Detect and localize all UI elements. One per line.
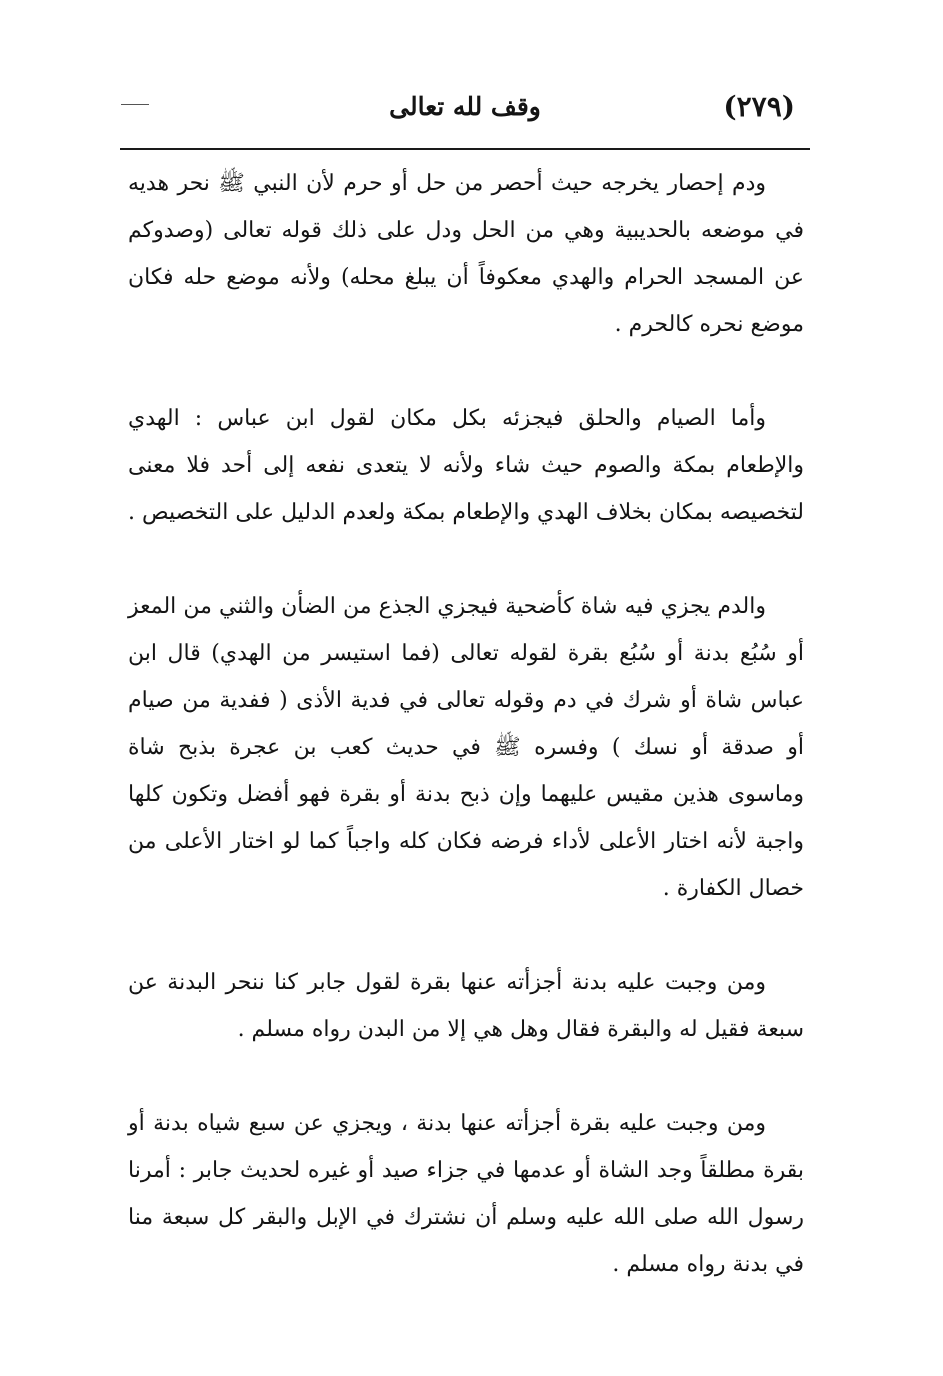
paragraph: ومن وجبت عليه بقرة أجزأته عنها بدنة ، ويجزي عن سبع شياه بدنة أو بقرة مطلقاً وجد الشاة أو عدمها في جزاء صيد أو غيره لحديث جابر : أمرنا رسول الله صلى الله عليه وسلم أن نشترك في الإبل والبقر كل سبعة منا في بدنة رواه مسلم .	[128, 1111, 804, 1277]
running-title: وقف لله تعالى	[389, 92, 541, 121]
body-text	[128, 160, 804, 1328]
paragraph: والدم يجزي فيه شاة كأضحية فيجزي الجذع من الضأن والثني من المعز أو سُبُع بدنة أو سُبُع بقرة لقوله تعالى (فما استيسر من الهدي) قال ابن عباس شاة أو شرك في دم وقوله تعالى في فدية الأذى ( ففدية من صيام أو صدقة أو نسك ) وفسره ﷺ في حديث كعب بن عجرة بذبح شاة وماسوى هذين مقيس عليهما وإن ذبح بدنة أو بقرة فهو أفضل وتكون كلها واجبة لأنه اختار الأعلى لأداء فرضه فكان كله واجباً كما لو اختار الأعلى من خصال الكفارة .	[128, 594, 804, 901]
paragraph: ودم إحصار يخرجه حيث أحصر من حل أو حرم لأن النبي ﷺ نحر هديه في موضعه بالحديبية وهي من الحل ودل على ذلك قوله تعالى (وصدوكم عن المسجد الحرام والهدي معكوفاً أن يبلغ محله) ولأنه موضع حله فكان موضع نحره كالحرم .	[128, 171, 804, 337]
page-number: (٢٧٩)	[723, 90, 795, 123]
page-header	[125, 88, 805, 140]
paragraph: ومن وجبت عليه بدنة أجزأته عنها بقرة لقول جابر كنا ننحر البدنة عن سبعة فقيل له والبقرة فقال وهل هي إلا من البدن رواه مسلم .	[128, 970, 804, 1042]
header-rule	[120, 148, 810, 150]
paragraph: وأما الصيام والحلق فيجزئه بكل مكان لقول ابن عباس : الهدي والإطعام بمكة والصوم حيث شاء ولأنه لا يتعدى نفعه إلى أحد فلا معنى لتخصيصه بمكان بخلاف الهدي والإطعام بمكة ولعدم الدليل على التخصيص .	[128, 406, 804, 525]
